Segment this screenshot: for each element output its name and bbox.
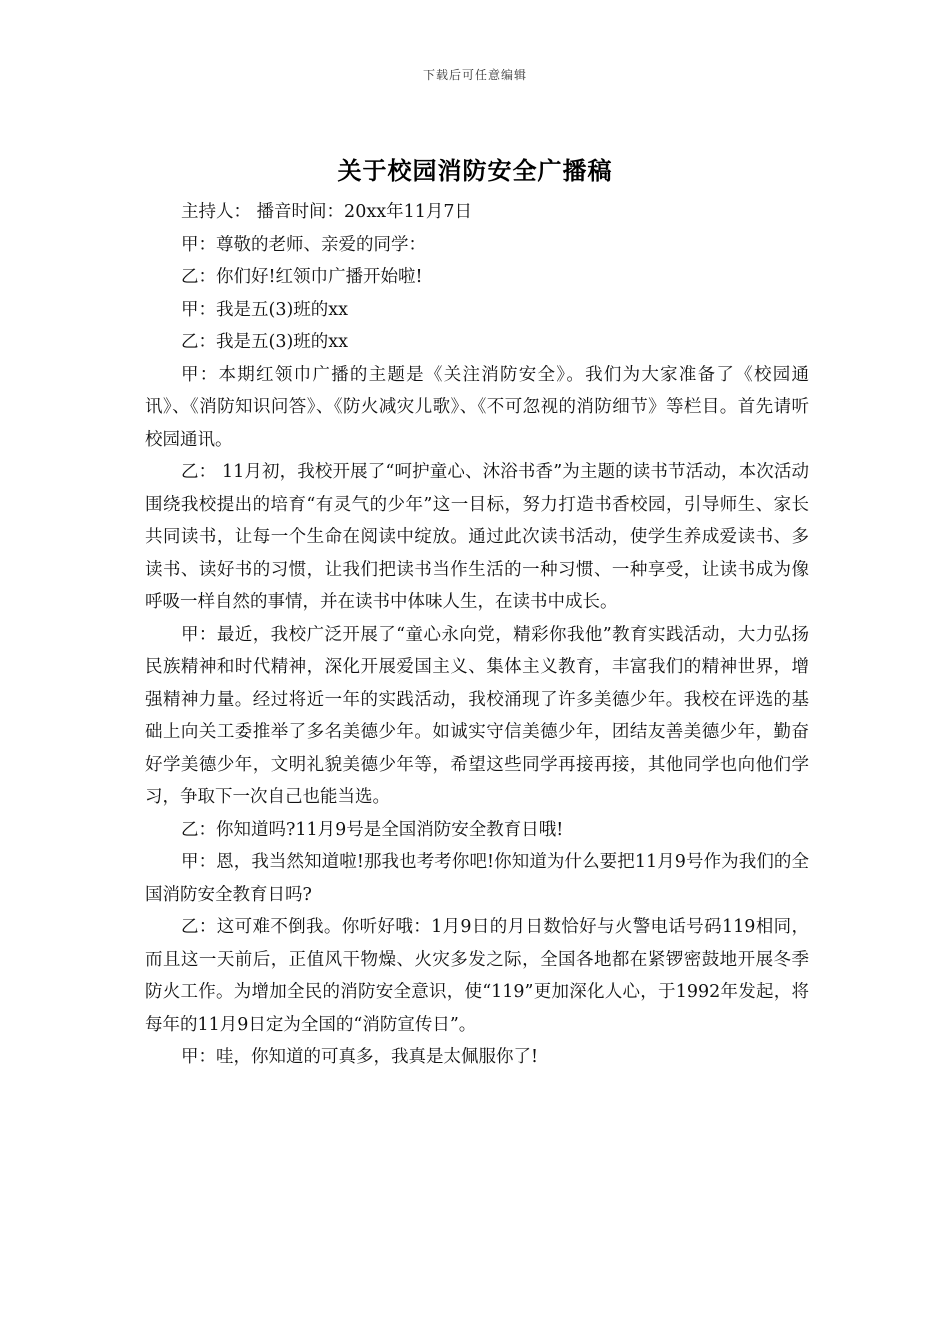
dialogue-line: 甲：尊敬的老师、亲爱的同学： xyxy=(181,234,426,255)
host-info-line: 主持人： 播音时间：20xx年11月7日 xyxy=(181,202,472,222)
dialogue-line: 乙：我是五(3)班的xx xyxy=(181,332,349,352)
dialogue-line: 甲：最近，我校广泛开展了“童心永向党，精彩你我他”教育实践活动，大力弘扬民族精神和时代精神，深化开展爱国主义、集体主义教育，丰富我们的精神世界，增强精神力量。经过将近一年的实践活动，我校涌现了许多美德少年。我校在评选的基础上向关工委推举了多名美德少年。如诚实守信美德少年，团结友善美德少年，勤奋好学美德少年，文明礼貌美德少年等，希望这些同学再接再接，其他同学也向他们学习，争取下一次自己也能当选。 xyxy=(145,624,809,807)
dialogue-line: 乙： 11月初，我校开展了“呵护童心、沐浴书香”为主题的读书节活动，本次活动围绕我校提出的培育“有灵气的少年”这一目标，努力打造书香校园，引导师生、家长共同读书，让每一个生命在阅读中绽放。通过此次读书活动，使学生养成爱读书、多读书、读好书的习惯，让我们把读书当作生活的一种习惯、一种享受，让读书成为像呼吸一样自然的事情，并在读书中体味人生，在读书中成长。 xyxy=(145,462,809,612)
document-body xyxy=(145,196,809,1074)
dialogue-line: 甲：本期红领巾广播的主题是《关注消防安全》。我们为大家准备了《校园通讯》、《消防知识问答》、《防火减灾儿歌》、《不可忽视的消防细节》等栏目。首先请听校园通讯。 xyxy=(145,364,809,450)
header-note: 下载后可任意编辑 xyxy=(422,68,527,82)
document-title: 关于校园消防安全广播稿 xyxy=(337,156,613,185)
dialogue-line: 乙：这可难不倒我。你听好哦：1月9日的月日数恰好与火警电话号码119相同，而且这一天前后，正值风干物燥、火灾多发之际，全国各地都在紧锣密鼓地开展冬季防火工作。为增加全民的消防安全意识，使“119”更加深化人心，于1992年发起，将每年的11月9日定为全国的“消防宣传日”。 xyxy=(145,917,809,1035)
dialogue-line: 甲：哇，你知道的可真多，我真是太佩服你了! xyxy=(181,1047,539,1067)
dialogue-line: 乙：你知道吗?11月9号是全国消防安全教育日哦! xyxy=(181,819,564,840)
dialogue-line: 甲：恩，我当然知道啦!那我也考考你吧!你知道为什么要把11月9号作为我们的全国消防安全教育日吗? xyxy=(145,852,809,905)
dialogue-line: 甲：我是五(3)班的xx xyxy=(181,299,349,320)
dialogue-line: 乙：你们好!红领巾广播开始啦! xyxy=(181,267,423,287)
